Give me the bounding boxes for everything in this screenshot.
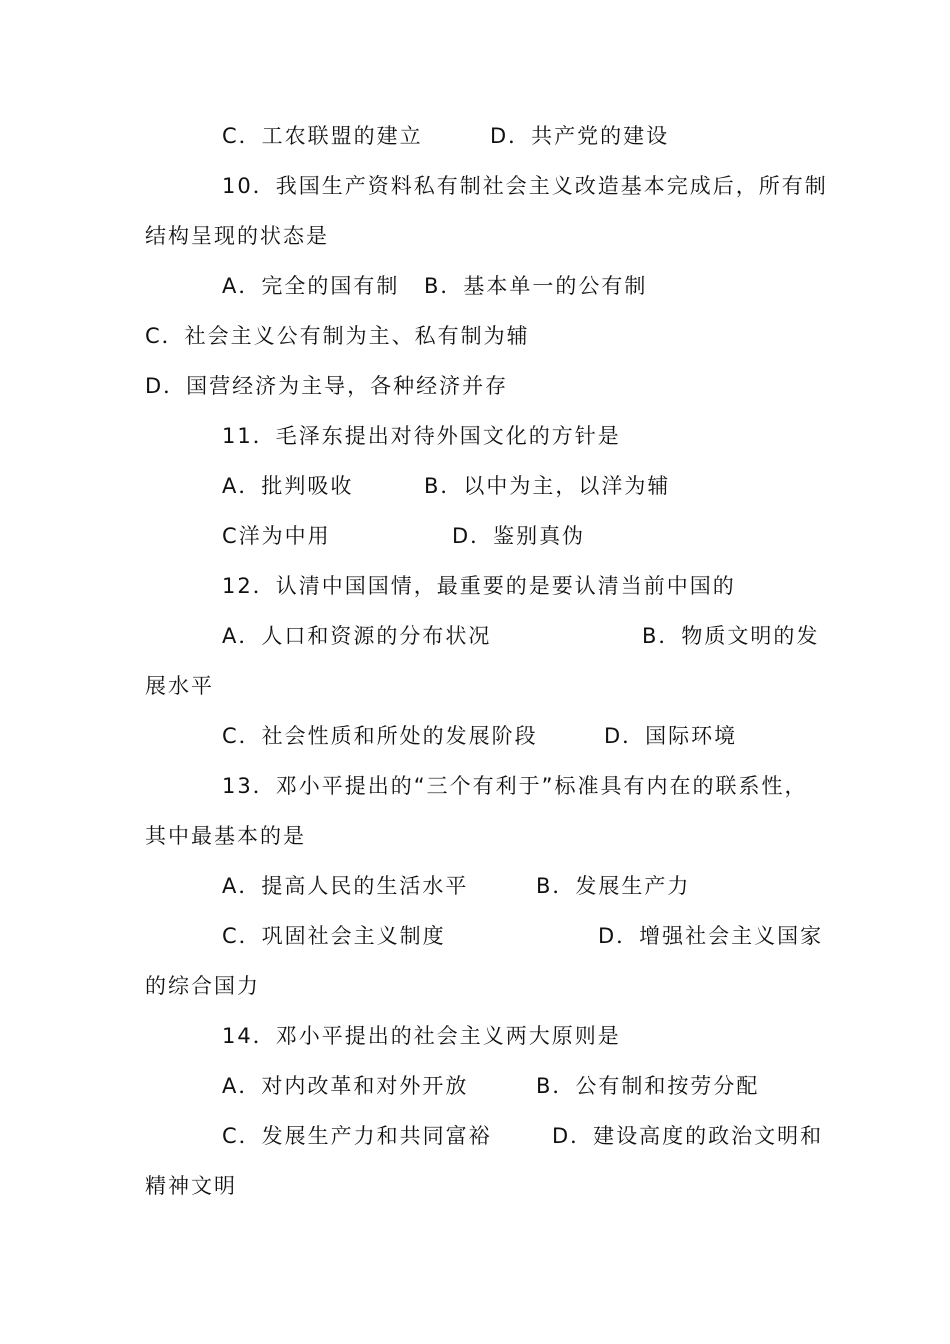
q13-stem-line2: 其中最基本的是 bbox=[145, 824, 306, 848]
q13-option-d-line2: 的综合国力 bbox=[145, 974, 260, 998]
q10-option-b: B．基本单一的公有制 bbox=[424, 274, 648, 298]
q14-stem: 14．邓小平提出的社会主义两大原则是 bbox=[222, 1024, 621, 1048]
q12-option-d: D．国际环境 bbox=[604, 724, 738, 748]
q14-option-c: C．发展生产力和共同富裕 bbox=[222, 1124, 492, 1148]
q12-option-b-line1: B．物质文明的发 bbox=[642, 624, 820, 648]
q12-stem: 12．认清中国国情，最重要的是要认清当前中国的 bbox=[222, 574, 736, 598]
q14-option-b: B．公有制和按劳分配 bbox=[536, 1074, 760, 1098]
q12-option-a: A．人口和资源的分布状况 bbox=[222, 624, 492, 648]
q13-option-b: B．发展生产力 bbox=[536, 874, 691, 898]
q11-option-a: A．批判吸收 bbox=[222, 474, 354, 498]
q13-option-a: A．提高人民的生活水平 bbox=[222, 874, 469, 898]
q13-option-c: C．巩固社会主义制度 bbox=[222, 924, 446, 948]
q11-option-d: D．鉴别真伪 bbox=[452, 524, 586, 548]
q12-option-b-line2: 展水平 bbox=[145, 674, 214, 698]
q9-option-c: C．工农联盟的建立 bbox=[222, 124, 423, 148]
q11-stem: 11．毛泽东提出对待外国文化的方针是 bbox=[222, 424, 621, 448]
q13-stem-line1: 13．邓小平提出的“三个有利于”标准具有内在的联系性， bbox=[222, 774, 808, 798]
q10-stem-line2: 结构呈现的状态是 bbox=[145, 224, 329, 248]
q10-stem-line1: 10．我国生产资料私有制社会主义改造基本完成后，所有制 bbox=[222, 174, 828, 198]
q12-option-c: C．社会性质和所处的发展阶段 bbox=[222, 724, 538, 748]
q14-option-d-line2: 精神文明 bbox=[145, 1174, 237, 1198]
q10-option-d: D．国营经济为主导，各种经济并存 bbox=[145, 374, 509, 398]
q10-option-c: C．社会主义公有制为主、私有制为辅 bbox=[145, 324, 530, 348]
q14-option-d-line1: D．建设高度的政治文明和 bbox=[552, 1124, 824, 1148]
q14-option-a: A．对内改革和对外开放 bbox=[222, 1074, 469, 1098]
q9-option-d: D．共产党的建设 bbox=[490, 124, 670, 148]
q13-option-d-line1: D．增强社会主义国家 bbox=[598, 924, 824, 948]
q11-option-c: C洋为中用 bbox=[222, 524, 331, 548]
q11-option-b: B．以中为主，以洋为辅 bbox=[424, 474, 671, 498]
q10-option-a: A．完全的国有制 bbox=[222, 274, 400, 298]
